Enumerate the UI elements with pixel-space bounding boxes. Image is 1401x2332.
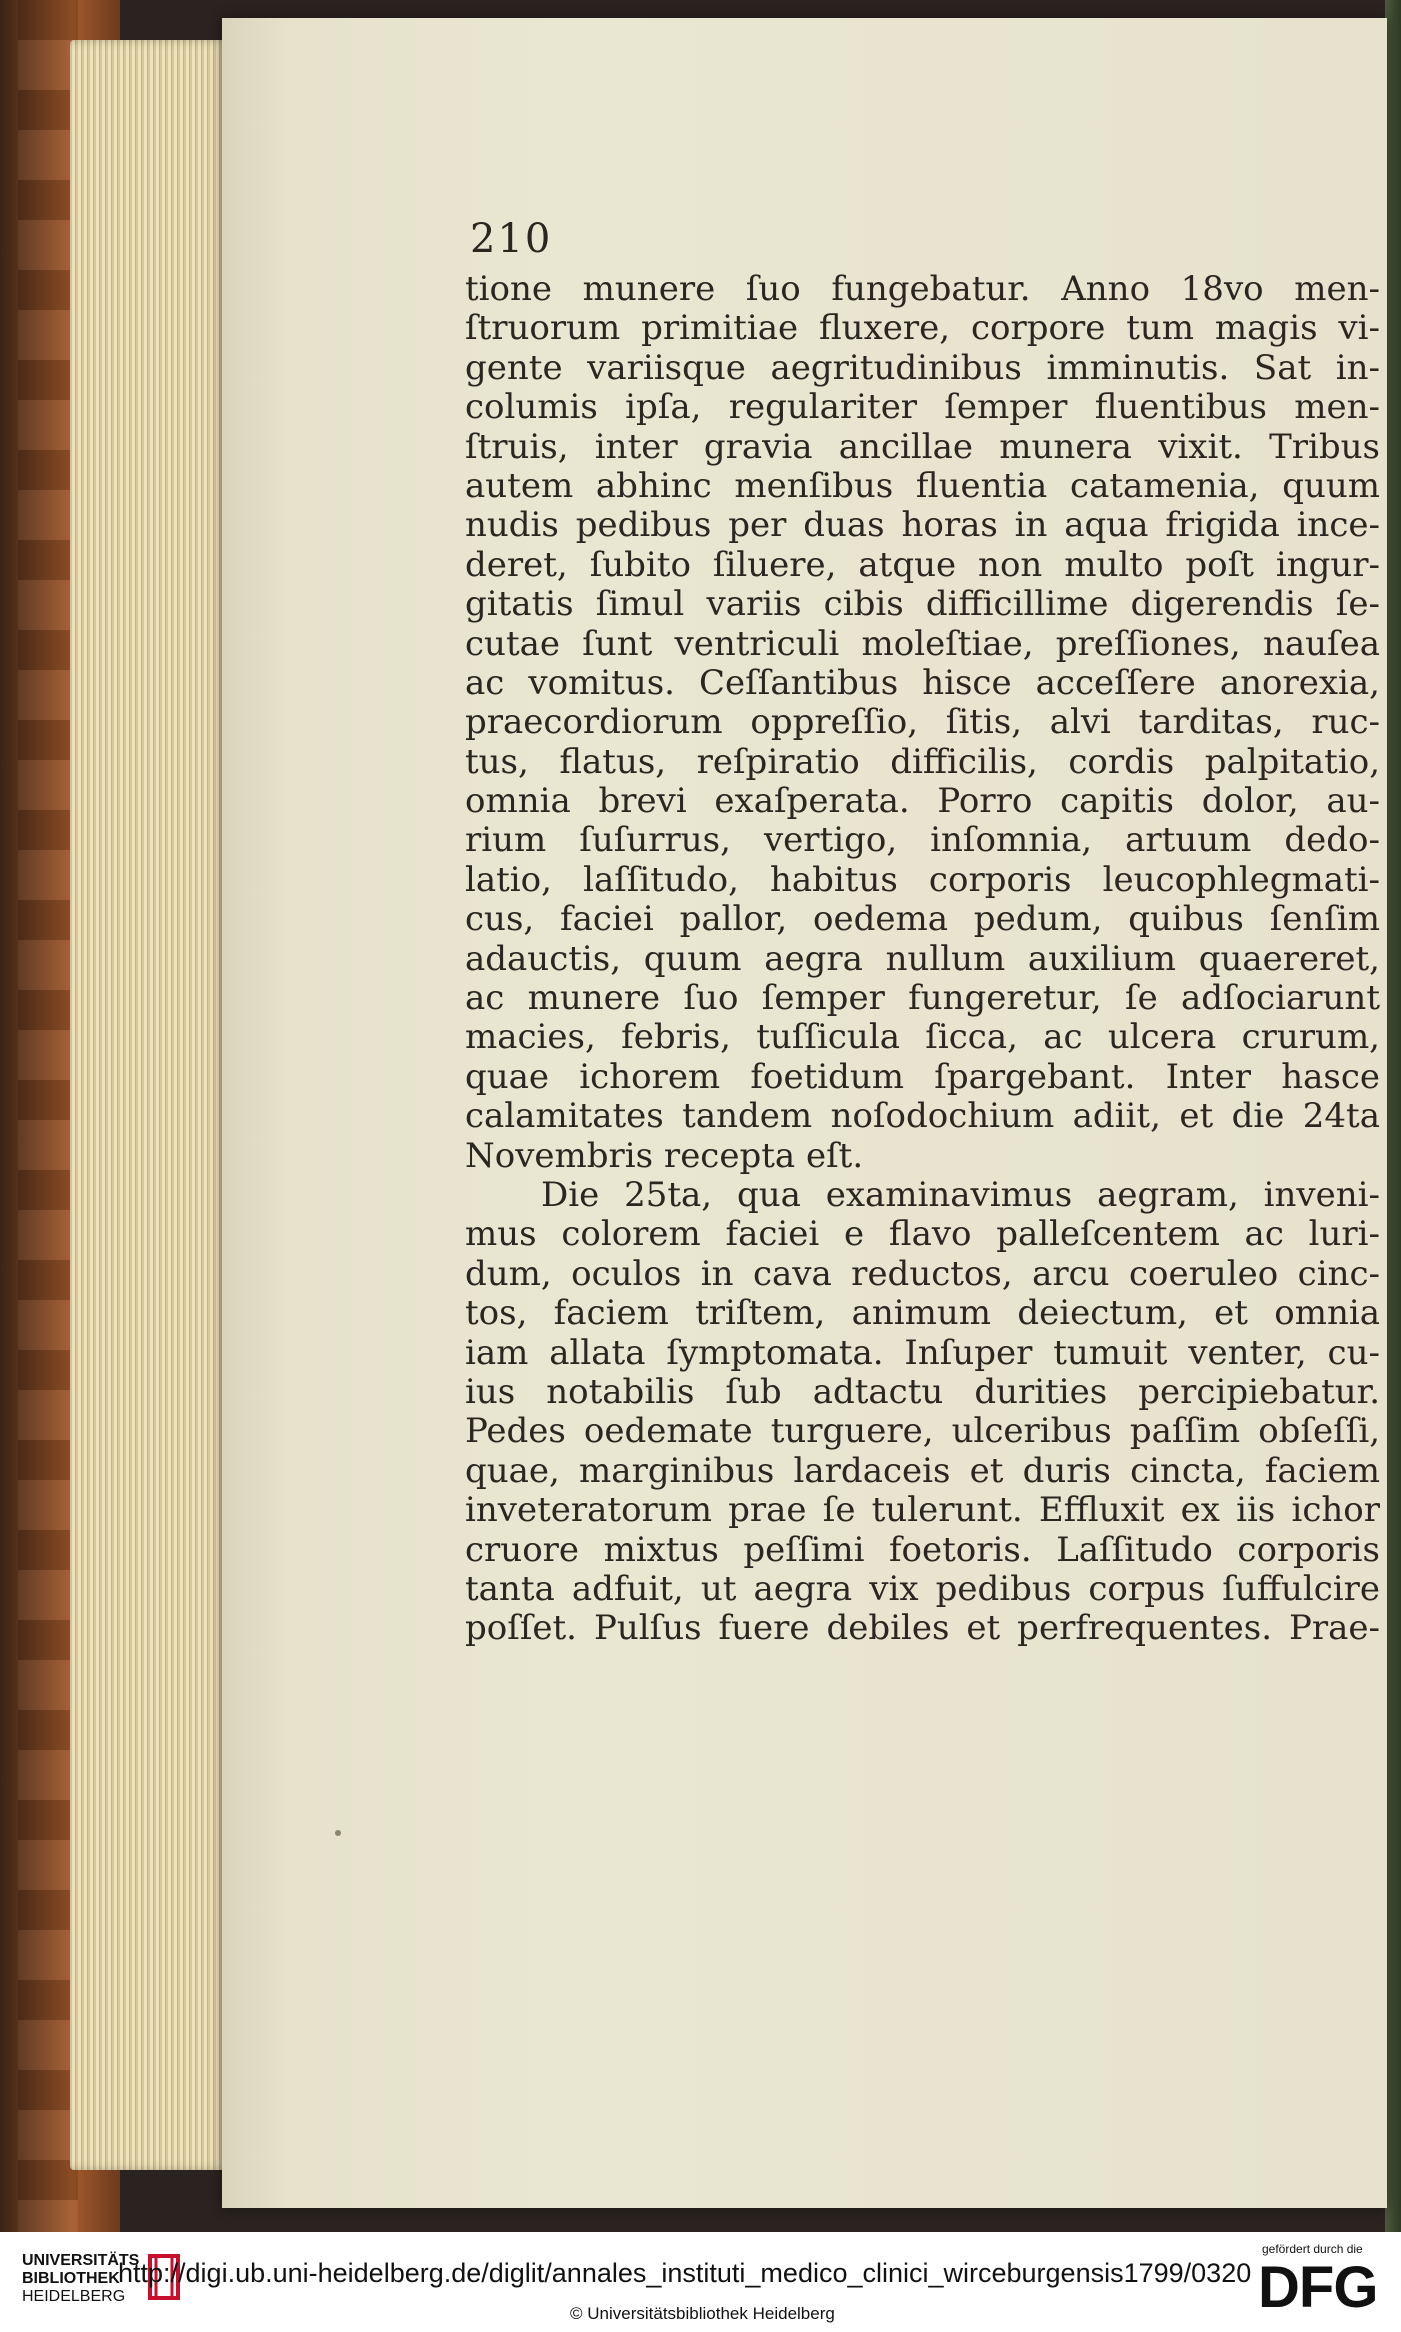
text-line: tos, faciem triſtem, animum deiectum, et omnia bbox=[465, 1294, 1380, 1334]
text-line: mus colorem faciei e flavo palleſcentem ac luri- bbox=[465, 1215, 1380, 1255]
dfg-logo: DFG bbox=[1258, 2255, 1378, 2320]
text-line: cruore mixtus peſſimi foetoris. Laſſitudo corporis bbox=[465, 1530, 1380, 1570]
text-line: columis ipſa, regulariter ſemper fluentibus men- bbox=[465, 388, 1380, 428]
library-name-line1: UNIVERSITÄTS bbox=[22, 2252, 140, 2269]
text-line: latio, laſſitudo, habitus corporis leucophlegmati- bbox=[465, 860, 1380, 900]
text-line: ac vomitus. Ceſſantibus hisce acceſſere anorexia, bbox=[465, 663, 1380, 703]
text-line: omnia brevi exaſperata. Porro capitis dolor, au- bbox=[465, 782, 1380, 822]
footer-bar bbox=[0, 2232, 1401, 2332]
text-line: ius notabilis ſub adtactu durities percipiebatur. bbox=[465, 1372, 1380, 1412]
text-line: autem abhinc menſibus fluentia catamenia, quum bbox=[465, 466, 1380, 506]
cover-edge-right bbox=[1385, 0, 1401, 2232]
text-line: iam allata ſymptomata. Inſuper tumuit venter, cu- bbox=[465, 1333, 1380, 1373]
page-edges bbox=[70, 40, 230, 2170]
page-text bbox=[465, 270, 1380, 1649]
text-line: quae, marginibus lardaceis et duris cincta, faciem bbox=[465, 1451, 1380, 1491]
text-line: tanta adfuit, ut aegra vix pedibus corpus ſuffulcire bbox=[465, 1569, 1380, 1609]
text-line: gente variisque aegritudinibus imminutis. Sat in- bbox=[465, 348, 1380, 388]
text-line: tione munere ſuo fungebatur. Anno 18vo men- bbox=[465, 270, 1380, 309]
text-line: inveteratorum prae ſe tulerunt. Effluxit ex iis ichor bbox=[465, 1491, 1380, 1531]
text-line: praecordiorum oppreſſio, ſitis, alvi tarditas, ruc- bbox=[465, 703, 1380, 743]
funding-note: gefördert durch die bbox=[1262, 2242, 1363, 2256]
text-line: nudis pedibus per duas horas in aqua frigida ince- bbox=[465, 506, 1380, 546]
text-line: Die 25ta, qua examinavimus aegram, inveni- bbox=[541, 1175, 1380, 1215]
text-line: Pedes oedemate turguere, ulceribus paſſim obſeſſi, bbox=[465, 1412, 1380, 1452]
library-name-line2: BIBLIOTHEK bbox=[22, 2270, 120, 2287]
permalink-url[interactable]: http://digi.ub.uni-heidelberg.de/diglit/annales_instituti_medico_clinici_wirceburgensis1799/0320 bbox=[118, 2258, 1252, 2288]
text-line: dum, oculos in cava reductos, arcu coeruleo cinc- bbox=[465, 1254, 1380, 1294]
text-line: cutae ſunt ventriculi moleſtiae, preſſiones, nauſea bbox=[465, 624, 1380, 664]
book-spine bbox=[18, 0, 78, 2232]
library-name-line3: HEIDELBERG bbox=[22, 2288, 126, 2305]
text-line: Novembris recepta eſt. bbox=[465, 1136, 864, 1176]
text-line: gitatis ſimul variis cibis difficillime digerendis ſe- bbox=[465, 585, 1380, 625]
page-mark bbox=[335, 1830, 341, 1836]
text-line: macies, febris, tuſſicula ſicca, ac ulcera crurum, bbox=[465, 1018, 1380, 1058]
text-line: calamitates tandem noſodochium adiit, et die 24ta bbox=[465, 1097, 1380, 1137]
page-number: 210 bbox=[470, 216, 553, 262]
text-line: rium ſuſurrus, vertigo, inſomnia, artuum dedo- bbox=[465, 821, 1380, 861]
text-line: cus, faciei pallor, oedema pedum, quibus ſenſim bbox=[465, 900, 1380, 940]
text-line: poſſet. Pulſus fuere debiles et perfrequentes. Prae- bbox=[465, 1609, 1380, 1649]
copyright-notice: © Universitätsbibliothek Heidelberg bbox=[570, 2304, 835, 2323]
text-line: quae ichorem foetidum ſpargebant. Inter hasce bbox=[465, 1057, 1380, 1097]
text-line: ſtruorum primitiae fluxere, corpore tum magis vi- bbox=[465, 309, 1380, 349]
text-line: deret, ſubito ſiluere, atque non multo poſt ingur- bbox=[465, 545, 1380, 585]
text-line: ſtruis, inter gravia ancillae munera vixit. Tribus bbox=[465, 427, 1380, 467]
text-line: ac munere ſuo ſemper fungeretur, ſe adſociarunt bbox=[465, 979, 1380, 1019]
text-line: tus, flatus, reſpiratio difficilis, cordis palpitatio, bbox=[465, 742, 1380, 782]
text-line: adauctis, quum aegra nullum auxilium quaereret, bbox=[465, 939, 1380, 979]
